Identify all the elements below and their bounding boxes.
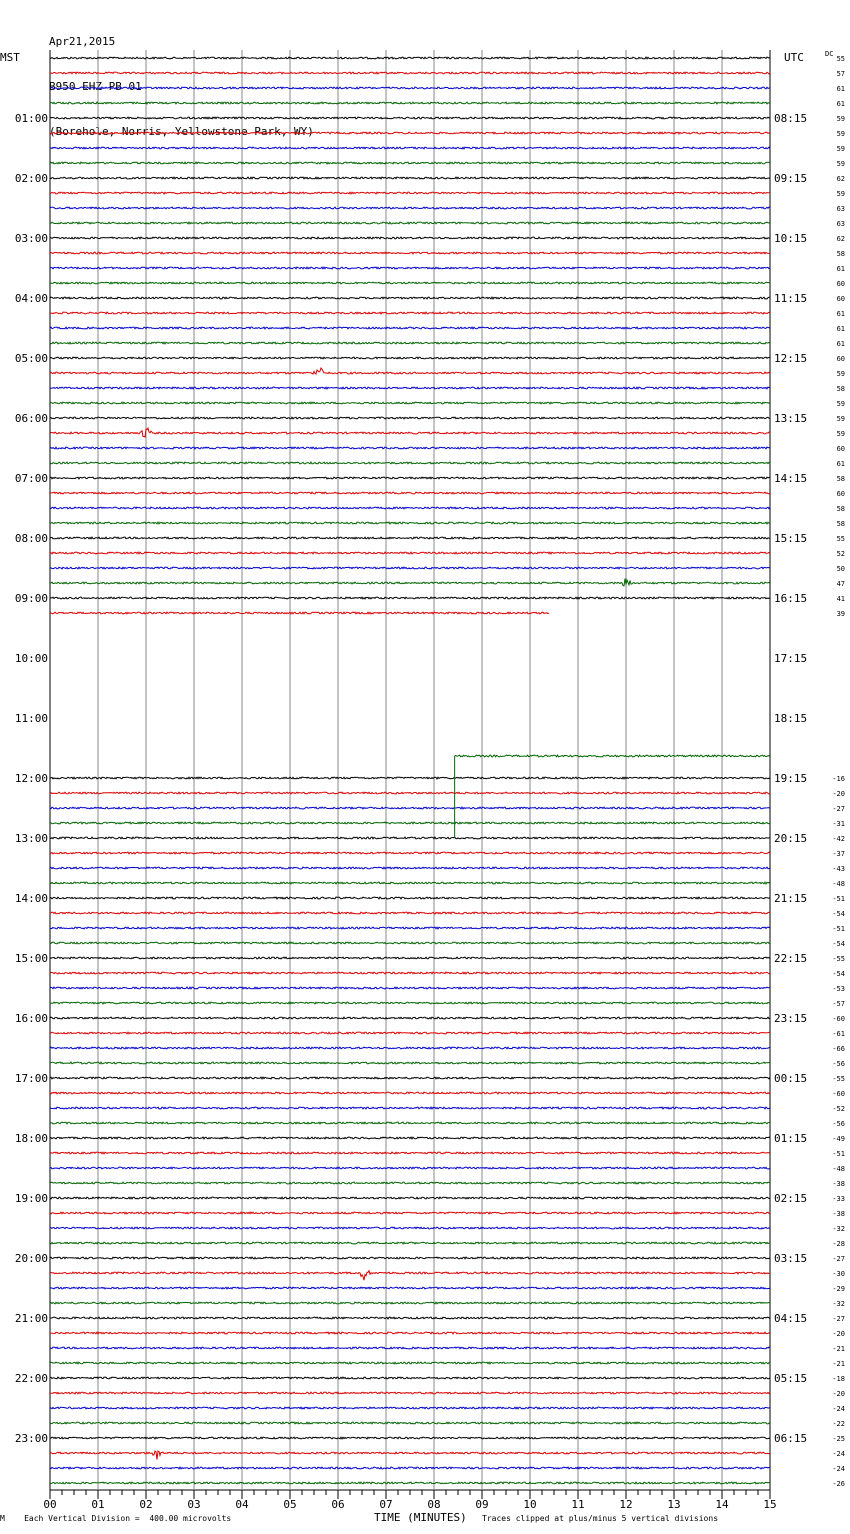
dc-value-label: -28	[832, 1240, 845, 1248]
left-timezone-label: MST	[0, 51, 20, 64]
seismic-trace	[50, 822, 770, 824]
left-hour-label: 20:00	[14, 1252, 48, 1265]
seismic-trace	[50, 87, 770, 89]
seismic-trace	[50, 1152, 770, 1154]
vertical-scale-note: Each Vertical Division = 400.00 microvolts	[24, 1514, 232, 1523]
x-tick-label: 00	[43, 1498, 57, 1511]
dc-value-label: 58	[836, 505, 845, 513]
seismic-trace	[50, 1047, 770, 1049]
seismic-trace	[50, 597, 770, 599]
dc-value-label: 58	[836, 475, 845, 483]
dc-value-label: 62	[836, 235, 845, 243]
dc-value-label: 59	[836, 415, 845, 423]
right-hour-label: 04:15	[774, 1312, 808, 1325]
seismic-trace	[50, 1182, 770, 1184]
seismic-trace	[50, 267, 770, 269]
x-tick-label: 12	[619, 1498, 633, 1511]
seismic-trace	[50, 852, 770, 854]
seismic-trace	[50, 342, 770, 344]
seismic-trace	[50, 1077, 770, 1079]
dc-value-label: 61	[836, 100, 845, 108]
dc-value-label: -60	[832, 1090, 845, 1098]
dc-value-label: 47	[836, 580, 845, 588]
dc-value-label: 60	[836, 445, 845, 453]
dc-header-label: DC	[825, 50, 834, 58]
right-hour-label: 19:15	[774, 772, 808, 785]
right-hour-label: 16:15	[774, 592, 808, 605]
dc-value-label: -53	[832, 985, 845, 993]
right-hour-label: 01:15	[774, 1132, 808, 1145]
left-hour-label: 16:00	[14, 1012, 48, 1025]
right-hour-label: 14:15	[774, 472, 808, 485]
dc-value-label: -33	[832, 1195, 845, 1203]
dc-value-label: -38	[832, 1180, 845, 1188]
right-hour-label: 03:15	[774, 1252, 808, 1265]
right-hour-label: 06:15	[774, 1432, 808, 1445]
dc-value-label: -29	[832, 1285, 845, 1293]
right-hour-label: 23:15	[774, 1012, 808, 1025]
seismic-trace	[50, 567, 770, 569]
dc-value-label: 58	[836, 250, 845, 258]
dc-value-label: -49	[832, 1135, 845, 1143]
dc-value-label: 59	[836, 130, 845, 138]
seismic-trace	[50, 1062, 770, 1064]
dc-value-label: 58	[836, 385, 845, 393]
seismic-trace	[50, 612, 549, 614]
seismic-trace	[50, 1032, 770, 1034]
seismic-trace	[50, 972, 770, 974]
left-hour-label: 06:00	[14, 412, 48, 425]
seismic-trace	[50, 1137, 770, 1139]
footer-left	[0, 1514, 231, 1523]
chart-date: Apr21,2015	[49, 35, 116, 48]
dc-value-label: 59	[836, 400, 845, 408]
dc-value-label: -21	[832, 1360, 845, 1368]
seismic-trace	[50, 1377, 770, 1379]
dc-value-label: -20	[832, 1390, 845, 1398]
seismic-trace	[50, 792, 770, 794]
seismic-trace	[50, 777, 770, 779]
dc-value-label: -42	[832, 835, 845, 843]
seismic-trace	[50, 237, 770, 239]
dc-value-label: 57	[836, 70, 845, 78]
seismic-trace	[50, 1422, 770, 1424]
dc-value-label: -51	[832, 895, 845, 903]
seismic-trace	[50, 1092, 770, 1094]
seismic-trace	[50, 162, 770, 164]
dc-value-label: 52	[836, 550, 845, 558]
trace-group	[50, 57, 770, 1484]
left-hour-label: 02:00	[14, 172, 48, 185]
seismic-trace	[50, 177, 770, 179]
left-hour-label: 23:00	[14, 1432, 48, 1445]
x-tick-label: 15	[763, 1498, 777, 1511]
dc-value-label: -55	[832, 1075, 845, 1083]
seismic-trace	[50, 72, 770, 74]
dc-value-label: -38	[832, 1210, 845, 1218]
seismic-trace	[50, 897, 770, 899]
dc-value-label: -24	[832, 1465, 845, 1473]
x-tick-label: 13	[667, 1498, 681, 1511]
dc-value-label: -48	[832, 1165, 845, 1173]
dc-value-label: -27	[832, 1315, 845, 1323]
right-hour-label: 13:15	[774, 412, 808, 425]
dc-value-label: -56	[832, 1120, 845, 1128]
seismic-trace	[50, 1451, 770, 1460]
dc-value-label: -27	[832, 805, 845, 813]
corner-mark: M	[0, 1514, 5, 1523]
seismic-trace	[50, 282, 770, 284]
x-tick-label: 11	[571, 1498, 585, 1511]
dc-value-label: -21	[832, 1345, 845, 1353]
seismic-trace	[50, 477, 770, 479]
dc-value-label: 60	[836, 295, 845, 303]
seismic-trace	[50, 147, 770, 149]
dc-value-label: -54	[832, 970, 845, 978]
seismic-trace	[50, 1107, 770, 1109]
dc-value-label: -26	[832, 1480, 845, 1488]
left-hour-label: 07:00	[14, 472, 48, 485]
seismic-trace	[50, 1017, 770, 1019]
dc-value-label: 41	[836, 595, 845, 603]
dc-value-label: -56	[832, 1060, 845, 1068]
seismic-trace	[50, 387, 770, 389]
dc-value-label: -54	[832, 910, 845, 918]
dc-value-label: 58	[836, 520, 845, 528]
seismic-trace	[50, 1347, 770, 1349]
seismic-trace	[50, 552, 770, 554]
seismic-trace	[50, 222, 770, 224]
dc-value-label: -51	[832, 925, 845, 933]
dc-value-label: -37	[832, 850, 845, 858]
dc-value-label: -18	[832, 1375, 845, 1383]
seismic-trace	[50, 1212, 770, 1214]
left-hour-label: 09:00	[14, 592, 48, 605]
right-hour-label: 02:15	[774, 1192, 808, 1205]
seismic-trace	[50, 192, 770, 194]
dc-value-label: -55	[832, 955, 845, 963]
seismic-trace	[50, 807, 770, 809]
dc-value-label: 61	[836, 85, 845, 93]
x-tick-label: 01	[91, 1498, 105, 1511]
seismic-trace	[50, 492, 770, 494]
seismic-trace	[50, 252, 770, 254]
seismic-trace	[50, 927, 770, 929]
dc-value-label: -57	[832, 1000, 845, 1008]
x-tick-label: 05	[283, 1498, 297, 1511]
seismic-trace	[50, 1242, 770, 1244]
seismic-trace	[50, 1197, 770, 1199]
dc-value-label: -27	[832, 1255, 845, 1263]
dc-value-label: 59	[836, 370, 845, 378]
seismic-trace	[50, 117, 770, 119]
label-group	[0, 50, 845, 1511]
seismic-trace	[50, 1122, 770, 1124]
right-hour-label: 08:15	[774, 112, 808, 125]
dc-value-label: 61	[836, 265, 845, 273]
seismic-trace	[50, 1257, 770, 1259]
seismic-trace	[50, 1302, 770, 1304]
seismic-trace	[50, 1437, 770, 1439]
left-hour-label: 10:00	[14, 652, 48, 665]
dc-value-label: -52	[832, 1105, 845, 1113]
dc-value-label: -22	[832, 1420, 845, 1428]
x-tick-label: 04	[235, 1498, 249, 1511]
dc-value-label: 60	[836, 280, 845, 288]
dc-value-label: 63	[836, 205, 845, 213]
seismic-trace	[50, 1002, 770, 1004]
seismic-trace	[50, 1362, 770, 1364]
dc-value-label: 59	[836, 115, 845, 123]
dc-value-label: 60	[836, 490, 845, 498]
seismic-trace	[50, 1167, 770, 1169]
dc-value-label: -51	[832, 1150, 845, 1158]
dc-value-label: 60	[836, 355, 845, 363]
dc-value-label: 55	[836, 55, 845, 63]
seismic-trace	[50, 579, 770, 586]
x-tick-label: 06	[331, 1498, 345, 1511]
right-hour-label: 00:15	[774, 1072, 808, 1085]
x-tick-label: 03	[187, 1498, 201, 1511]
dc-value-label: -48	[832, 880, 845, 888]
x-tick-label: 02	[139, 1498, 153, 1511]
seismic-trace	[50, 428, 770, 437]
left-hour-label: 05:00	[14, 352, 48, 365]
dc-value-label: -20	[832, 790, 845, 798]
seismic-trace	[50, 368, 770, 374]
dc-value-label: -43	[832, 865, 845, 873]
dc-value-label: 61	[836, 325, 845, 333]
left-hour-label: 01:00	[14, 112, 48, 125]
seismic-trace	[50, 102, 770, 104]
right-hour-label: 21:15	[774, 892, 808, 905]
right-hour-label: 12:15	[774, 352, 808, 365]
seismic-trace	[50, 132, 770, 134]
dc-value-label: 61	[836, 340, 845, 348]
dc-value-label: 50	[836, 565, 845, 573]
left-hour-label: 18:00	[14, 1132, 48, 1145]
left-hour-label: 14:00	[14, 892, 48, 905]
left-hour-label: 11:00	[14, 712, 48, 725]
seismic-trace	[50, 882, 770, 884]
dc-value-label: 62	[836, 175, 845, 183]
seismic-trace	[50, 957, 770, 959]
dc-value-label: 59	[836, 190, 845, 198]
seismic-trace	[50, 327, 770, 329]
right-hour-label: 10:15	[774, 232, 808, 245]
dc-value-label: -20	[832, 1330, 845, 1338]
dc-value-label: -25	[832, 1435, 845, 1443]
left-hour-label: 17:00	[14, 1072, 48, 1085]
x-tick-label: 10	[523, 1498, 537, 1511]
x-tick-label: 14	[715, 1498, 729, 1511]
left-hour-label: 12:00	[14, 772, 48, 785]
left-hour-label: 08:00	[14, 532, 48, 545]
dc-value-label: -66	[832, 1045, 845, 1053]
seismic-trace	[50, 312, 770, 314]
left-hour-label: 03:00	[14, 232, 48, 245]
seismic-trace	[50, 867, 770, 869]
dc-value-label: -32	[832, 1225, 845, 1233]
seismic-trace	[50, 1227, 770, 1229]
left-hour-label: 15:00	[14, 952, 48, 965]
right-hour-label: 20:15	[774, 832, 808, 845]
right-hour-label: 15:15	[774, 532, 808, 545]
right-hour-label: 11:15	[774, 292, 808, 305]
dc-value-label: -30	[832, 1270, 845, 1278]
dc-value-label: 59	[836, 430, 845, 438]
seismic-trace	[50, 507, 770, 509]
left-hour-label: 19:00	[14, 1192, 48, 1205]
dc-value-label: 59	[836, 145, 845, 153]
right-hour-label: 05:15	[774, 1372, 808, 1385]
seismic-trace	[50, 402, 770, 404]
seismic-trace	[50, 1407, 770, 1409]
x-tick-label: 07	[379, 1498, 393, 1511]
left-hour-label: 13:00	[14, 832, 48, 845]
right-hour-label: 22:15	[774, 952, 808, 965]
seismic-trace	[50, 207, 770, 209]
station-code: B950 EHZ PB 01	[49, 80, 142, 93]
right-hour-label: 09:15	[774, 172, 808, 185]
dc-value-label: -24	[832, 1450, 845, 1458]
right-timezone-label: UTC	[784, 51, 804, 64]
seismic-trace	[50, 462, 770, 464]
seismic-trace	[50, 942, 770, 944]
right-hour-label: 18:15	[774, 712, 808, 725]
left-hour-label: 21:00	[14, 1312, 48, 1325]
dc-value-label: -61	[832, 1030, 845, 1038]
seismic-trace	[50, 1332, 770, 1334]
seismic-trace	[50, 417, 770, 419]
seismic-trace	[50, 1467, 770, 1469]
dc-value-label: 61	[836, 460, 845, 468]
seismic-trace	[50, 1287, 770, 1289]
seismic-trace	[50, 522, 770, 524]
dc-value-label: 39	[836, 610, 845, 618]
seismic-trace	[50, 297, 770, 299]
seismic-trace	[50, 537, 770, 539]
seismic-trace	[50, 1317, 770, 1319]
x-tick-label: 08	[427, 1498, 441, 1511]
seismic-trace	[50, 447, 770, 449]
dc-value-label: -32	[832, 1300, 845, 1308]
right-hour-label: 17:15	[774, 652, 808, 665]
seismic-trace	[50, 1271, 770, 1280]
seismic-trace	[50, 357, 770, 359]
seismic-trace	[50, 1392, 770, 1394]
dc-value-label: 61	[836, 310, 845, 318]
dc-value-label: -24	[832, 1405, 845, 1413]
x-tick-label: 09	[475, 1498, 489, 1511]
dc-value-label: 55	[836, 535, 845, 543]
left-hour-label: 22:00	[14, 1372, 48, 1385]
left-hour-label: 04:00	[14, 292, 48, 305]
dc-value-label: 63	[836, 220, 845, 228]
seismic-trace	[50, 912, 770, 914]
x-axis-title: TIME (MINUTES)	[374, 1511, 467, 1524]
seismic-trace	[50, 57, 770, 59]
seismic-trace	[50, 1482, 770, 1484]
clip-note: Traces clipped at plus/minus 5 vertical divisions	[482, 1514, 719, 1523]
seismic-trace	[50, 837, 770, 839]
dc-value-label: 59	[836, 160, 845, 168]
dc-value-label: -31	[832, 820, 845, 828]
station-location: (Borehole, Norris, Yellowstone Park, WY)	[49, 125, 314, 138]
dc-value-label: -60	[832, 1015, 845, 1023]
seismic-trace	[50, 987, 770, 989]
dc-value-label: -16	[832, 775, 845, 783]
dc-value-label: -54	[832, 940, 845, 948]
